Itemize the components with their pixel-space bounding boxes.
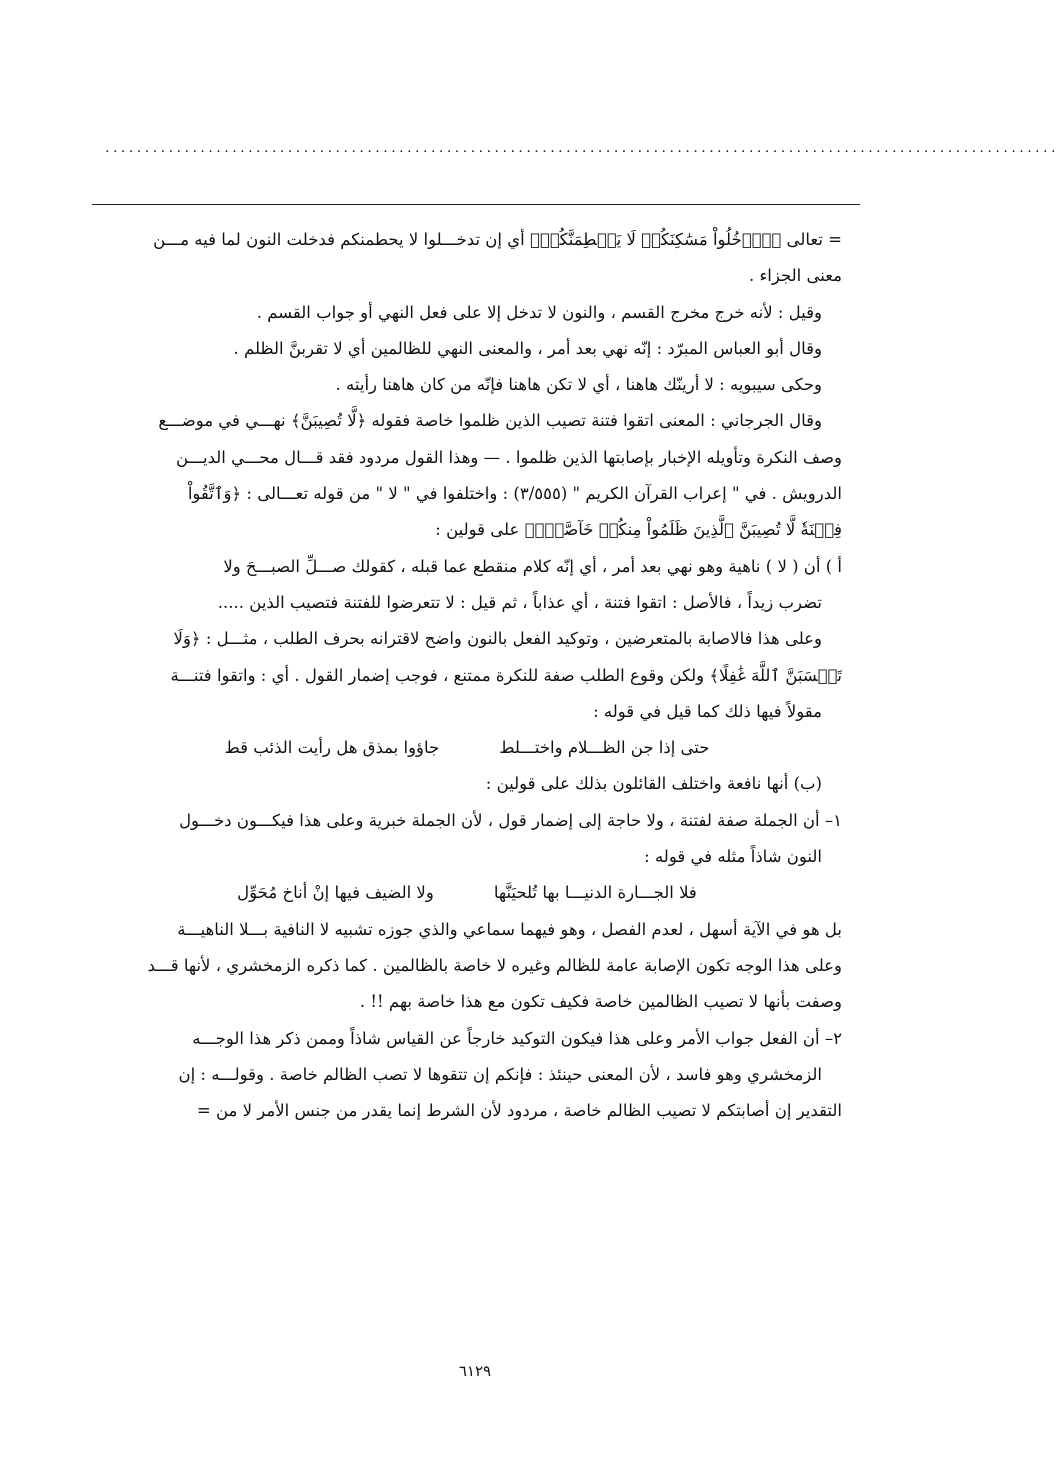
text-line: ٢– أن الفعل جواب الأمر وعلى هذا فيكون التوكيد خارجاً عن القياس شاذاً وممن ذكر هذا الوجـــه bbox=[192, 1028, 842, 1048]
page-number: ٦١٢٩ bbox=[458, 1362, 492, 1380]
text-line: ١– أن الجملة صفة لفتنة ، ولا حاجة إلى إضمار قول ، لأن الجملة خبرية وعلى هذا فيكـــون دخـــول bbox=[179, 810, 842, 830]
verse-first-hemistich: حتى إذا جن الظـــلام واختـــلط bbox=[499, 738, 710, 758]
verse-second-hemistich: ولا الضيف فيها إنْ أناخ مُحَوِّل bbox=[237, 883, 434, 903]
text-line: تضرب زيداً ، فالأصل : اتقوا فتنة ، أي عذاباً ، ثم قيل : لا تتعرضوا للفتنة فتصيب الذين ..... bbox=[217, 592, 822, 612]
text-line: وحكى سيبويه : لا أرينّك هاهنا ، أي لا تكن هاهنا فإنّه من كان هاهنا رأيته . bbox=[335, 375, 822, 395]
text-line: وصف النكرة وتأويله الإخبار بإصابتها الذين ظلموا . — وهذا القول مردود فقد قـــال محـــي الديـــن bbox=[175, 447, 842, 467]
text-line: تَحۡسَبَنَّ ٱللَّهَ غَٰفِلًا﴾ ولكن وقوع الطلب صفة للنكرة ممتنع ، فوجب إضمار القول . أي : واتقوا فتنـــة bbox=[170, 665, 842, 685]
text-line: التقدير إن أصابتكم لا تصيب الظالم خاصة ، مردود لأن الشرط إنما يقدر من جنس الأمر لا من = bbox=[196, 1101, 842, 1121]
text-line: وصفت بأنها لا تصيب الظالمين خاصة فكيف تكون مع هذا خاصة بهم !! . bbox=[359, 992, 842, 1012]
footnote-rule bbox=[92, 204, 860, 205]
text-line: فِتۡنَةٗ لَّا تُصِيبَنَّ ٱلَّذِينَ ظَلَمُواْ مِنكُمۡ خَآصَّةٗۖ﴾ على قولين : bbox=[435, 520, 842, 540]
text-line: = تعالى ﴿ٱدۡخُلُواْ مَسَٰكِنَكُمۡ لَا يَحۡطِمَنَّكُمۡ﴾ أي إن تدخـــلوا لا يحطمنكم فدخلت النون لما فيه مـــن bbox=[153, 230, 842, 249]
text-line: (ب) أنها نافعة واختلف القائلون بذلك على قولين : bbox=[485, 774, 822, 794]
text-line: وقال الجرجاني : المعنى اتقوا فتنة تصيب الذين ظلموا خاصة فقوله ﴿لَّا تُصِيبَنَّ﴾ نهـــي في موضـــع bbox=[158, 411, 822, 431]
text-line: الدرويش . في " إعراب القرآن الكريم " (٣/٥٥٥) : واختلفوا في " لا " من قوله تعـــالى : ﴿وَٱتَّقُواْ bbox=[187, 484, 842, 504]
text-line: وعلى هذا فالاصابة بالمتعرضين ، وتوكيد الفعل بالنون واضح لاقترانه بحرف الطلب ، مثـــل : ﴿وَلَا bbox=[173, 629, 822, 649]
verse-second-hemistich: جاؤوا بمذق هل رأيت الذئب قط bbox=[224, 738, 440, 758]
text-line: وقال أبو العباس المبرّد : إنّه نهي بعد أمر ، والمعنى النهي للظالمين أي لا تقربنَّ الظلم . bbox=[233, 338, 822, 358]
text-line: وقيل : لأنه خرج مخرج القسم ، والنون لا تدخل إلا على فعل النهي أو جواب القسم . bbox=[256, 302, 822, 322]
text-line: وعلى هذا الوجه تكون الإصابة عامة للظالم وغيره لا خاصة بالظالمين . كما ذكره الزمخشري ، لأنها قـــد bbox=[147, 955, 842, 975]
text-line: مقولاً فيها ذلك كما قيل في قوله : bbox=[593, 701, 822, 721]
text-line: النون شاذاً مثله في قوله : bbox=[644, 847, 822, 867]
poetry-verse bbox=[92, 730, 842, 766]
footnote-body bbox=[92, 222, 842, 1129]
text-line: أ ) أن ( لا ) ناهية وهو نهي بعد أمر ، أي إنّه كلام منقطع عما قبله ، كقولك صـــلِّ الصبـــحَ ولا bbox=[223, 556, 842, 576]
verse-first-hemistich: فلا الجـــارة الدنيـــا بها تُلحيَنَّها bbox=[493, 883, 697, 903]
text-line: الزمخشري وهو فاسد ، لأن المعنى حينئذ : فإنكم إن تتقوها لا تصب الظالم خاصة . وقولـــه : إن bbox=[178, 1064, 822, 1084]
poetry-verse bbox=[92, 875, 842, 911]
text-line: بل هو في الآية أسهل ، لعدم الفصل ، وهو فيهما سماعي والذي جوزه تشبيه لا النافية بـــلا الناهيـــة bbox=[177, 919, 842, 939]
text-line: معنى الجزاء . bbox=[749, 266, 842, 286]
dotted-separator: ........................................................................................................................ bbox=[105, 140, 1059, 156]
